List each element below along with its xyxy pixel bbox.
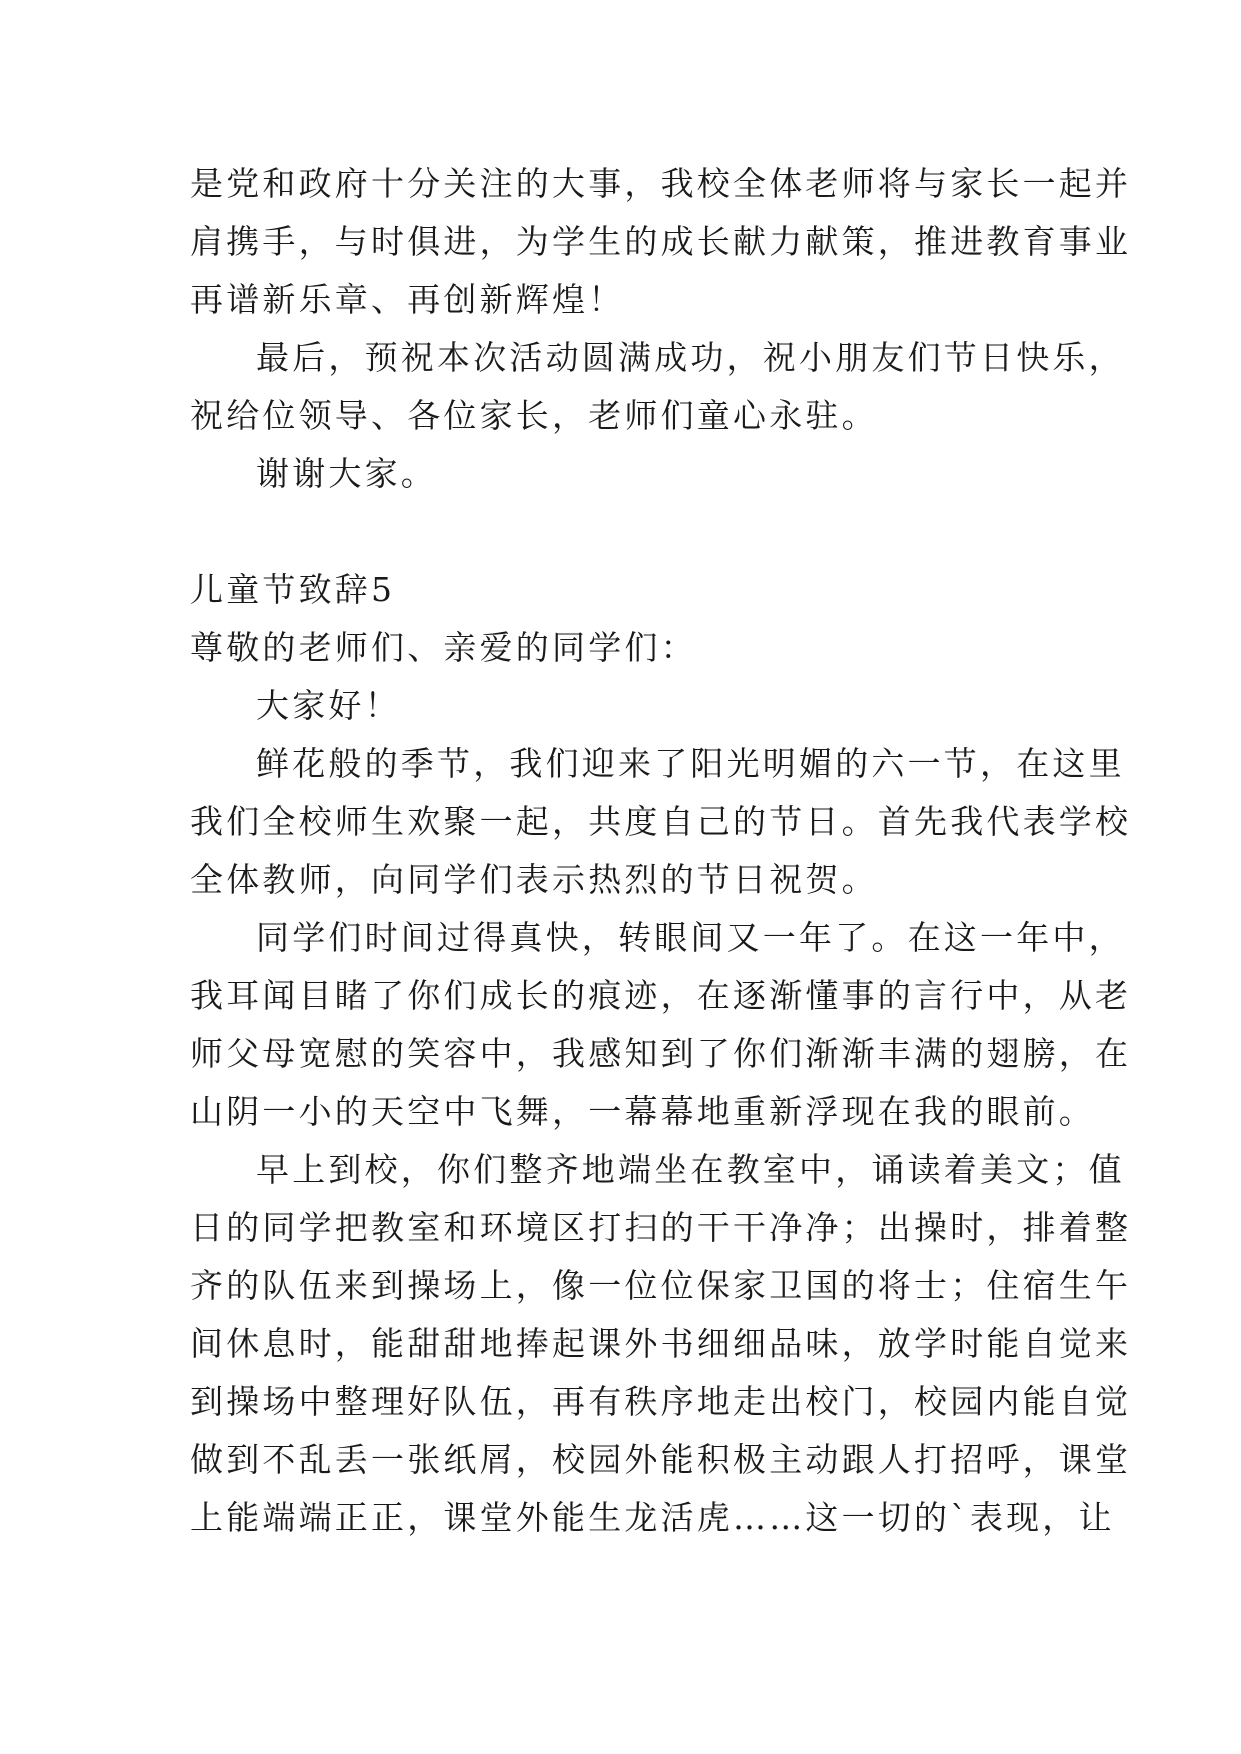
paragraph: [190, 329, 1125, 445]
paragraph: [190, 155, 1132, 329]
text-line: 山阴一小的天空中飞舞，一幕幕地重新浮现在我的眼前。: [190, 1092, 1095, 1131]
document-page: [190, 155, 1132, 1547]
text-line: 同学们时间过得真快，转眼间又一年了。在这一年中，: [256, 918, 1125, 957]
text-line: 日的同学把教室和环境区打扫的干干净净；出操时，排着整: [190, 1208, 1132, 1247]
greeting: 大家好！: [256, 686, 401, 725]
closing-line: 谢谢大家。: [256, 454, 437, 493]
text-line: 是党和政府十分关注的大事，我校全体老师将与家长一起并: [190, 164, 1132, 203]
section-spacer: [190, 503, 1060, 561]
text-line: 最后，预祝本次活动圆满成功，祝小朋友们节日快乐，: [256, 338, 1125, 377]
text-line: 早上到校，你们整齐地端坐在教室中，诵读着美文；值: [256, 1150, 1125, 1189]
text-line: 师父母宽慰的笑容中，我感知到了你们渐渐丰满的翅膀，在: [190, 1034, 1132, 1073]
section-title: 儿童节致辞5: [190, 570, 396, 609]
text-line: 齐的队伍来到操场上，像一位位保家卫国的将士；住宿生午: [190, 1266, 1132, 1305]
text-line: 祝给位领导、各位家长，老师们童心永驻。: [190, 396, 878, 435]
text-line: 上能端端正正，课堂外能生龙活虎……这一切的`表现，让: [190, 1498, 1115, 1537]
text-line: 做到不乱丢一张纸屑，校园外能积极主动跟人打招呼，课堂: [190, 1440, 1132, 1479]
text-line: 到操场中整理好队伍，再有秩序地走出校门，校园内能自觉: [190, 1382, 1132, 1421]
text-line: 肩携手，与时俱进，为学生的成长献力献策，推进教育事业: [190, 222, 1132, 261]
text-line: 再谱新乐章、再创新辉煌！: [190, 280, 625, 319]
text-line: 全体教师，向同学们表示热烈的节日祝贺。: [190, 860, 878, 899]
text-line: 我耳闻目睹了你们成长的痕迹，在逐渐懂事的言行中，从老: [190, 976, 1132, 1015]
text-line: 我们全校师生欢聚一起，共度自己的节日。首先我代表学校: [190, 802, 1132, 841]
paragraph: [190, 445, 1060, 503]
paragraph: [190, 735, 1132, 909]
paragraph: [190, 909, 1132, 1141]
salutation: 尊敬的老师们、亲爱的同学们：: [190, 628, 697, 667]
text-line: 鲜花般的季节，我们迎来了阳光明媚的六一节，在这里: [256, 744, 1125, 783]
text-line: 间休息时，能甜甜地捧起课外书细细品味，放学时能自觉来: [190, 1324, 1132, 1363]
paragraph: [190, 1141, 1132, 1547]
